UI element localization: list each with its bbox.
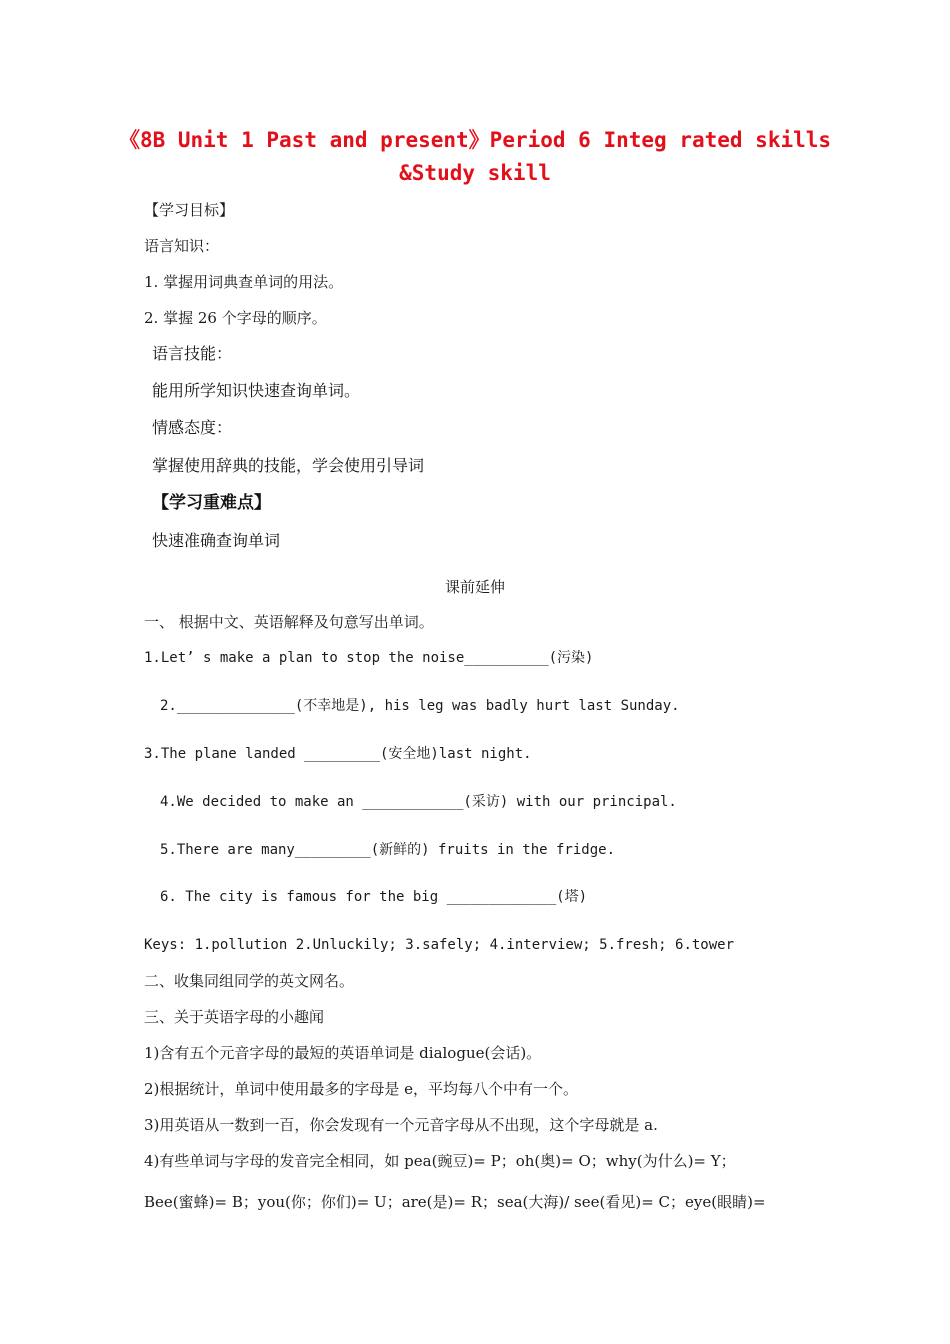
part2-heading: 二、收集同组同学的英文网名。 (144, 972, 355, 990)
answer-keys: Keys: 1.pollution 2.Unluckily; 3.safely; 4.interview; 5.fresh; 6.tower (144, 937, 735, 953)
knowledge-item-2: 2. 掌握 26 个字母的顺序。 (144, 309, 327, 327)
skill-item-1: 能用所学知识快速查询单词。 (152, 381, 361, 400)
exercise-item-2: 2.______________(不幸地是), his leg was badly hurt last Sunday. (160, 698, 680, 714)
part3-heading: 三、关于英语字母的小趣闻 (144, 1008, 325, 1026)
fact-item-4-continued: Bee(蜜蜂)= B；you(你；你们)= U；are(是)= R；sea(大海)/ see(看见)= C；eye(眼睛)= (144, 1193, 766, 1211)
fact-item-2: 2)根据统计，单词中使用最多的字母是 e，平均每八个中有一个。 (144, 1080, 579, 1098)
exercise-item-3: 3.The plane landed _________(安全地)last night. (144, 746, 532, 762)
language-knowledge-label: 语言知识： (144, 237, 220, 255)
part1-heading: 一、 根据中文、英语解释及句意写出单词。 (144, 613, 434, 631)
section-title: 课前延伸 (444, 578, 505, 596)
objectives-header: 【学习目标】 (144, 201, 235, 219)
document-title-line1: 《8B Unit 1 Past and present》Period 6 Integ rated skills (118, 128, 832, 152)
exercise-item-6: 6. The city is famous for the big _____________(塔) (160, 889, 588, 905)
key-points-header: 【学习重难点】 (152, 493, 271, 513)
fact-item-3: 3)用英语从一数到一百，你会发现有一个元音字母从不出现，这个字母就是 a. (144, 1116, 658, 1134)
attitude-item-1: 掌握使用辞典的技能，学会使用引导词 (152, 456, 425, 475)
attitude-label: 情感态度： (152, 418, 233, 437)
exercise-item-5: 5.There are many_________(新鲜的) fruits in the fridge. (160, 842, 616, 858)
document-title-line2: &Study skill (399, 161, 551, 185)
fact-item-1: 1)含有五个元音字母的最短的英语单词是 dialogue(会话)。 (144, 1044, 542, 1062)
language-skill-label: 语言技能： (152, 344, 233, 363)
knowledge-item-1: 1. 掌握用词典查单词的用法。 (144, 273, 344, 291)
exercise-item-4: 4.We decided to make an ____________(采访) with our principal. (160, 794, 677, 810)
exercise-item-1: 1.Let’ s make a plan to stop the noise__________(污染) (144, 650, 594, 666)
key-point-item-1: 快速准确查询单词 (152, 531, 281, 550)
fact-item-4: 4)有些单词与字母的发音完全相同，如 pea(豌豆)= P；oh(奥)= O；why(为什么)= Y； (144, 1152, 736, 1170)
